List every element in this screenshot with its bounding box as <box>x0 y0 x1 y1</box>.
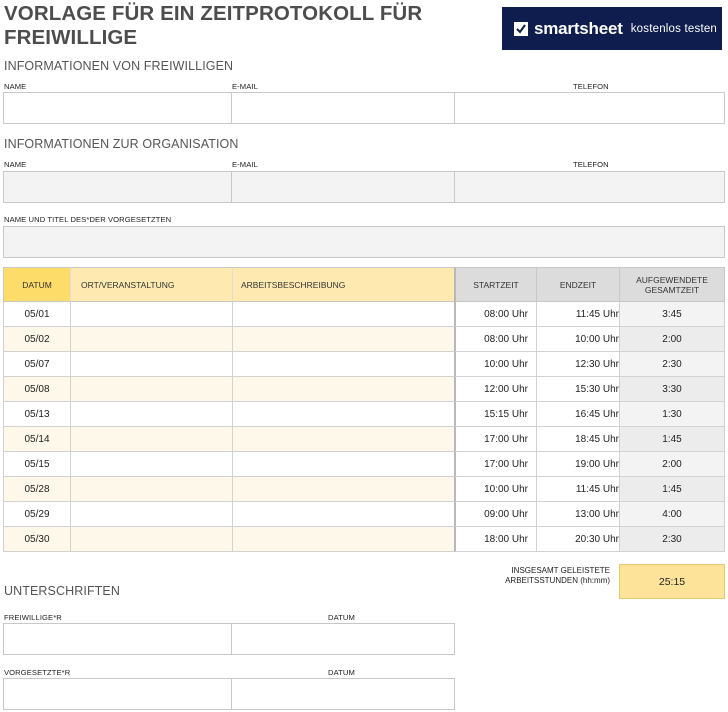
volunteer-email-label: E-MAIL <box>232 82 258 91</box>
page-title: VORLAGE FÜR EIN ZEITPROTOKOLL FÜR FREIWILLIGE <box>4 2 423 49</box>
table-row <box>3 502 725 527</box>
description-cell[interactable] <box>232 527 454 552</box>
supervisor-signature-field[interactable] <box>3 678 232 710</box>
total-time-cell: 1:45 <box>619 477 725 502</box>
organization-phone-field[interactable] <box>454 171 725 203</box>
supervisor-date-field[interactable] <box>231 678 455 710</box>
end-time-cell[interactable]: 20:30 Uhr <box>536 527 619 552</box>
start-time-cell[interactable]: 12:00 Uhr <box>454 377 536 402</box>
supervisor-field[interactable] <box>3 226 725 258</box>
table-row <box>3 352 725 377</box>
location-cell[interactable] <box>70 477 232 502</box>
location-cell[interactable] <box>70 302 232 327</box>
smartsheet-logo-icon <box>514 22 528 36</box>
volunteer-email-field[interactable] <box>231 92 455 124</box>
location-cell[interactable] <box>70 502 232 527</box>
try-free-link[interactable]: kostenlos testen <box>630 22 718 35</box>
total-hours-label: INSGESAMT GELEISTETE ARBEITSSTUNDEN (hh:mm) <box>505 566 610 585</box>
description-cell[interactable] <box>232 402 454 427</box>
description-cell[interactable] <box>232 377 454 402</box>
table-row <box>3 302 725 327</box>
total-time-cell: 1:45 <box>619 427 725 452</box>
date-cell[interactable]: 05/01 <box>3 302 70 327</box>
column-header-start: STARTZEIT <box>454 267 536 302</box>
table-row <box>3 327 725 352</box>
start-time-cell[interactable]: 18:00 Uhr <box>454 527 536 552</box>
location-cell[interactable] <box>70 327 232 352</box>
start-time-cell[interactable]: 09:00 Uhr <box>454 502 536 527</box>
total-time-cell: 3:30 <box>619 377 725 402</box>
organization-name-field[interactable] <box>3 171 232 203</box>
date-cell[interactable]: 05/07 <box>3 352 70 377</box>
volunteer-name-label: NAME <box>4 82 27 91</box>
location-cell[interactable] <box>70 377 232 402</box>
organization-phone-label: TELEFON <box>573 160 609 169</box>
organization-email-field[interactable] <box>231 171 455 203</box>
end-time-cell[interactable]: 15:30 Uhr <box>536 377 619 402</box>
date-cell[interactable]: 05/13 <box>3 402 70 427</box>
brand-name: smartsheet <box>534 18 623 38</box>
volunteer-date-label: DATUM <box>328 613 355 622</box>
location-cell[interactable] <box>70 352 232 377</box>
description-cell[interactable] <box>232 302 454 327</box>
end-time-cell[interactable]: 18:45 Uhr <box>536 427 619 452</box>
end-time-cell[interactable]: 10:00 Uhr <box>536 327 619 352</box>
description-cell[interactable] <box>232 477 454 502</box>
total-time-cell: 1:30 <box>619 402 725 427</box>
description-cell[interactable] <box>232 427 454 452</box>
total-time-cell: 2:30 <box>619 352 725 377</box>
start-time-cell[interactable]: 17:00 Uhr <box>454 452 536 477</box>
total-hours-value: 25:15 <box>619 564 725 599</box>
volunteer-signature-label: FREIWILLIGE*R <box>4 613 62 622</box>
start-time-cell[interactable]: 10:00 Uhr <box>454 477 536 502</box>
total-time-cell: 2:30 <box>619 527 725 552</box>
end-time-cell[interactable]: 16:45 Uhr <box>536 402 619 427</box>
column-header-date: DATUM <box>3 267 70 302</box>
total-time-cell: 3:45 <box>619 302 725 327</box>
end-time-cell[interactable]: 12:30 Uhr <box>536 352 619 377</box>
volunteer-phone-label: TELEFON <box>573 82 609 91</box>
total-time-cell: 4:00 <box>619 502 725 527</box>
end-time-cell[interactable]: 19:00 Uhr <box>536 452 619 477</box>
start-time-cell[interactable]: 15:15 Uhr <box>454 402 536 427</box>
column-header-total: AUFGEWENDETE GESAMTZEIT <box>619 267 725 302</box>
volunteer-name-field[interactable] <box>3 92 232 124</box>
supervisor-signature-label: VORGESETZTE*R <box>4 668 71 677</box>
column-header-end: ENDZEIT <box>536 267 619 302</box>
start-time-cell[interactable]: 08:00 Uhr <box>454 302 536 327</box>
volunteer-info-heading: INFORMATIONEN VON FREIWILLIGEN <box>4 59 234 73</box>
column-header-location: ORT/VERANSTALTUNG <box>70 267 232 302</box>
organization-name-label: NAME <box>4 160 27 169</box>
date-cell[interactable]: 05/14 <box>3 427 70 452</box>
table-row <box>3 477 725 502</box>
signatures-heading: UNTERSCHRIFTEN <box>4 584 120 598</box>
description-cell[interactable] <box>232 502 454 527</box>
location-cell[interactable] <box>70 427 232 452</box>
description-cell[interactable] <box>232 327 454 352</box>
table-row <box>3 452 725 477</box>
start-time-cell[interactable]: 10:00 Uhr <box>454 352 536 377</box>
end-time-cell[interactable]: 11:45 Uhr <box>536 302 619 327</box>
date-cell[interactable]: 05/15 <box>3 452 70 477</box>
supervisor-date-label: DATUM <box>328 668 355 677</box>
table-row <box>3 527 725 552</box>
date-cell[interactable]: 05/30 <box>3 527 70 552</box>
description-cell[interactable] <box>232 452 454 477</box>
date-cell[interactable]: 05/29 <box>3 502 70 527</box>
smartsheet-trial-banner[interactable] <box>502 7 722 50</box>
start-time-cell[interactable]: 08:00 Uhr <box>454 327 536 352</box>
table-row <box>3 377 725 402</box>
date-cell[interactable]: 05/28 <box>3 477 70 502</box>
end-time-cell[interactable]: 11:45 Uhr <box>536 477 619 502</box>
description-cell[interactable] <box>232 352 454 377</box>
table-row <box>3 427 725 452</box>
volunteer-date-field[interactable] <box>231 623 455 655</box>
volunteer-signature-field[interactable] <box>3 623 232 655</box>
total-time-cell: 2:00 <box>619 327 725 352</box>
column-header-description: ARBEITSBESCHREIBUNG <box>232 267 454 302</box>
total-time-cell: 2:00 <box>619 452 725 477</box>
location-cell[interactable] <box>70 527 232 552</box>
end-time-cell[interactable]: 13:00 Uhr <box>536 502 619 527</box>
supervisor-label: NAME UND TITEL DES*DER VORGESETZTEN <box>4 215 172 224</box>
date-cell[interactable]: 05/08 <box>3 377 70 402</box>
table-row <box>3 402 725 427</box>
location-cell[interactable] <box>70 402 232 427</box>
start-time-cell[interactable]: 17:00 Uhr <box>454 427 536 452</box>
volunteer-phone-field[interactable] <box>454 92 725 124</box>
organization-info-heading: INFORMATIONEN ZUR ORGANISATION <box>4 137 239 151</box>
location-cell[interactable] <box>70 452 232 477</box>
date-cell[interactable]: 05/02 <box>3 327 70 352</box>
organization-email-label: E-MAIL <box>232 160 258 169</box>
